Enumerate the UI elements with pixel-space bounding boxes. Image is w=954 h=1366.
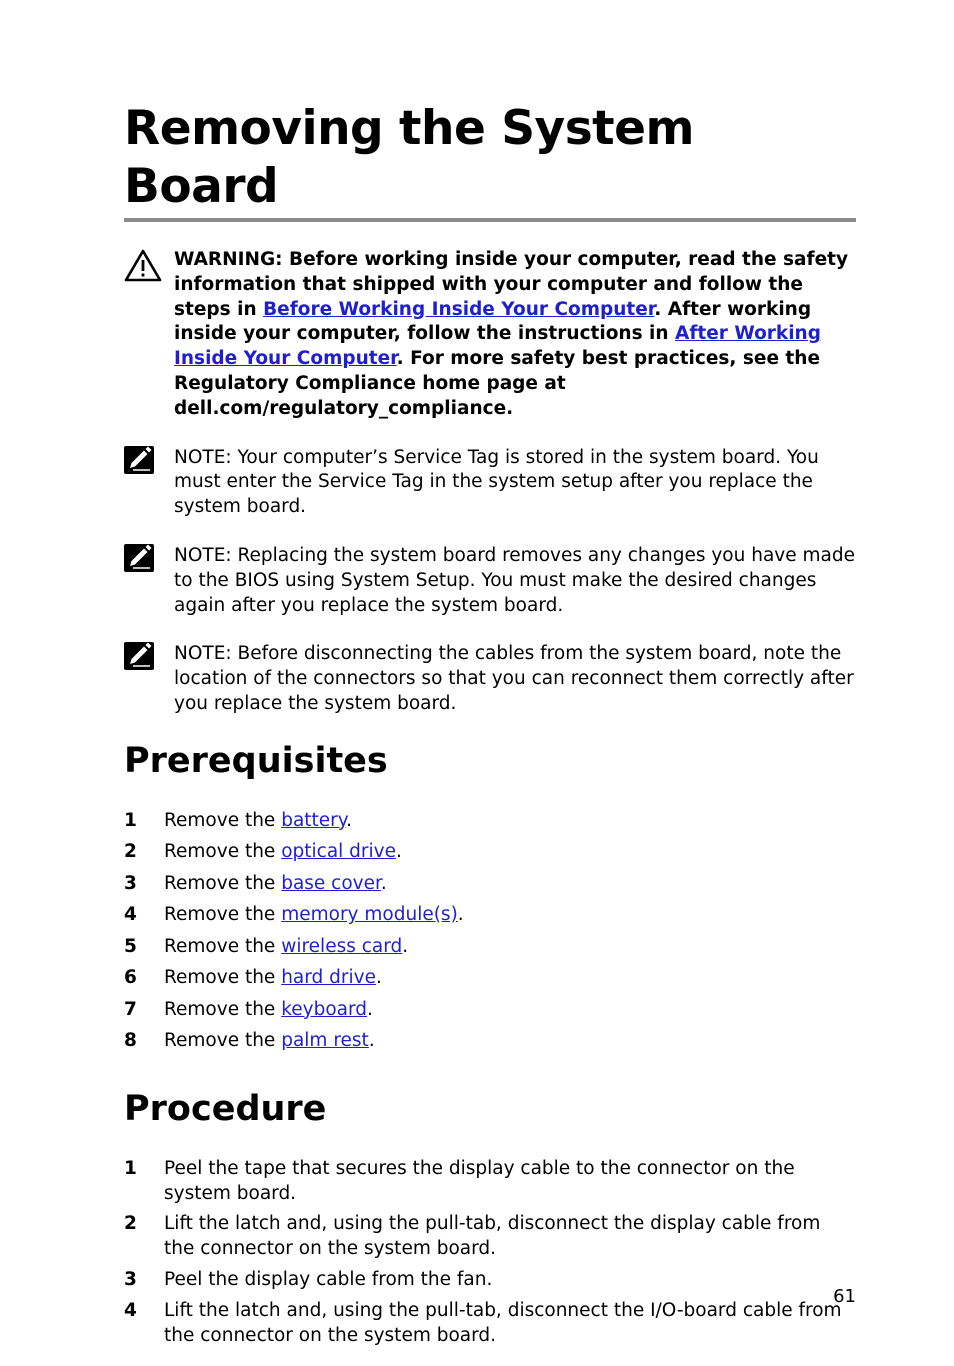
- step-text: Remove the: [164, 841, 282, 863]
- step-text: Peel the display cable from the fan.: [164, 1268, 493, 1290]
- palm-rest-link[interactable]: palm rest: [281, 1030, 369, 1052]
- optical-drive-link[interactable]: optical drive: [281, 841, 397, 863]
- after-working-link[interactable]: After Working Inside Your Computer: [174, 323, 821, 370]
- prerequisites-list: [124, 809, 856, 1061]
- note-block: [124, 544, 856, 618]
- note-text: [174, 544, 856, 618]
- hard-drive-link[interactable]: hard drive: [281, 967, 376, 989]
- list-item: [124, 840, 856, 872]
- step-punct: .: [457, 904, 464, 926]
- pencil-note-icon: [124, 642, 174, 674]
- step-text: Lift the latch and, using the pull-tab, disconnect the display cable from the connector on the system board.: [164, 1213, 821, 1260]
- note-label: NOTE:: [174, 544, 232, 566]
- page-number: 61: [833, 1286, 856, 1307]
- base-cover-link[interactable]: base cover: [281, 872, 381, 894]
- list-item: [124, 1157, 856, 1207]
- warning-text: [174, 248, 856, 422]
- list-item: [124, 1212, 856, 1262]
- note-body: Replacing the system board removes any changes you have made to the BIOS using System Setup. You must make the desired changes again after you replace the system board.: [174, 544, 855, 616]
- warning-text-part: . For more safety best practices, see the Regulatory Compliance home page at dell.com/regulatory_compliance.: [174, 348, 820, 419]
- list-item: [124, 1268, 856, 1293]
- step-text: Lift the latch and, using the pull-tab, disconnect the I/O-board cable from the connector on the system board.: [164, 1299, 842, 1346]
- note-label: NOTE:: [174, 446, 232, 468]
- list-item: [124, 872, 856, 904]
- step-number: 3: [124, 872, 137, 894]
- step-punct: .: [367, 998, 373, 1020]
- wireless-card-link[interactable]: wireless card: [281, 935, 403, 957]
- list-item: [124, 998, 856, 1030]
- memory-module-link[interactable]: memory module(s): [281, 904, 458, 926]
- title-rule: [124, 218, 856, 222]
- list-item: [124, 1299, 856, 1349]
- step-number: 3: [124, 1268, 137, 1290]
- before-working-link[interactable]: Before Working Inside Your Computer: [263, 298, 655, 320]
- step-punct: .: [402, 935, 409, 957]
- warning-block: [124, 248, 856, 422]
- step-number: 8: [124, 1030, 137, 1052]
- step-text: Remove the: [164, 998, 282, 1020]
- page-title: Removing the System Board: [124, 101, 694, 214]
- procedure-heading: Procedure: [124, 1088, 327, 1129]
- warning-text-part: . After working inside your computer, follow the instructions in: [174, 298, 812, 345]
- step-number: 1: [124, 1157, 137, 1179]
- step-text: Remove the: [164, 1030, 282, 1052]
- list-item: [124, 809, 856, 841]
- step-number: 2: [124, 1213, 137, 1235]
- step-number: 4: [124, 1299, 137, 1321]
- keyboard-link[interactable]: keyboard: [281, 998, 368, 1020]
- note-body: Before disconnecting the cables from the system board, note the location of the connectors so that you can reconnect them correctly after you replace the system board.: [174, 643, 854, 714]
- note-body: Your computer’s Service Tag is stored in the system board. You must enter the Service Tag in the system setup after you replace the system board.: [174, 446, 819, 518]
- step-number: 4: [124, 904, 137, 926]
- step-number: 7: [124, 998, 137, 1020]
- step-punct: .: [346, 809, 352, 831]
- step-punct: .: [376, 967, 382, 989]
- procedure-list: [124, 1157, 856, 1349]
- step-number: 5: [124, 935, 137, 957]
- warning-triangle-icon: [124, 248, 174, 286]
- document-page: [124, 100, 856, 1354]
- step-number: 6: [124, 967, 137, 989]
- step-text: Remove the: [164, 904, 282, 926]
- list-item: [124, 935, 856, 967]
- step-text: Peel the tape that secures the display cable to the connector on the system board.: [164, 1157, 795, 1204]
- step-number: 1: [124, 809, 137, 831]
- list-item: [124, 966, 856, 998]
- step-text: Remove the: [164, 872, 282, 894]
- step-number: 2: [124, 841, 137, 863]
- prerequisites-heading: Prerequisites: [124, 740, 388, 781]
- step-punct: .: [368, 1030, 375, 1052]
- step-punct: .: [396, 841, 402, 863]
- warning-text-part: WARNING: Before working inside your computer, read the safety information that shipped with your computer and follow the steps in: [174, 249, 849, 320]
- note-block: [124, 446, 856, 520]
- note-text: [174, 642, 856, 716]
- pencil-note-icon: [124, 544, 174, 576]
- step-text: Remove the: [164, 967, 282, 989]
- step-text: Remove the: [164, 809, 282, 831]
- battery-link[interactable]: battery: [281, 809, 347, 831]
- pencil-note-icon: [124, 446, 174, 478]
- step-punct: .: [380, 872, 387, 894]
- list-item: [124, 1029, 856, 1061]
- note-block: [124, 642, 856, 716]
- note-text: [174, 446, 856, 520]
- list-item: [124, 903, 856, 935]
- step-text: Remove the: [164, 935, 282, 957]
- note-label: NOTE:: [174, 643, 232, 665]
